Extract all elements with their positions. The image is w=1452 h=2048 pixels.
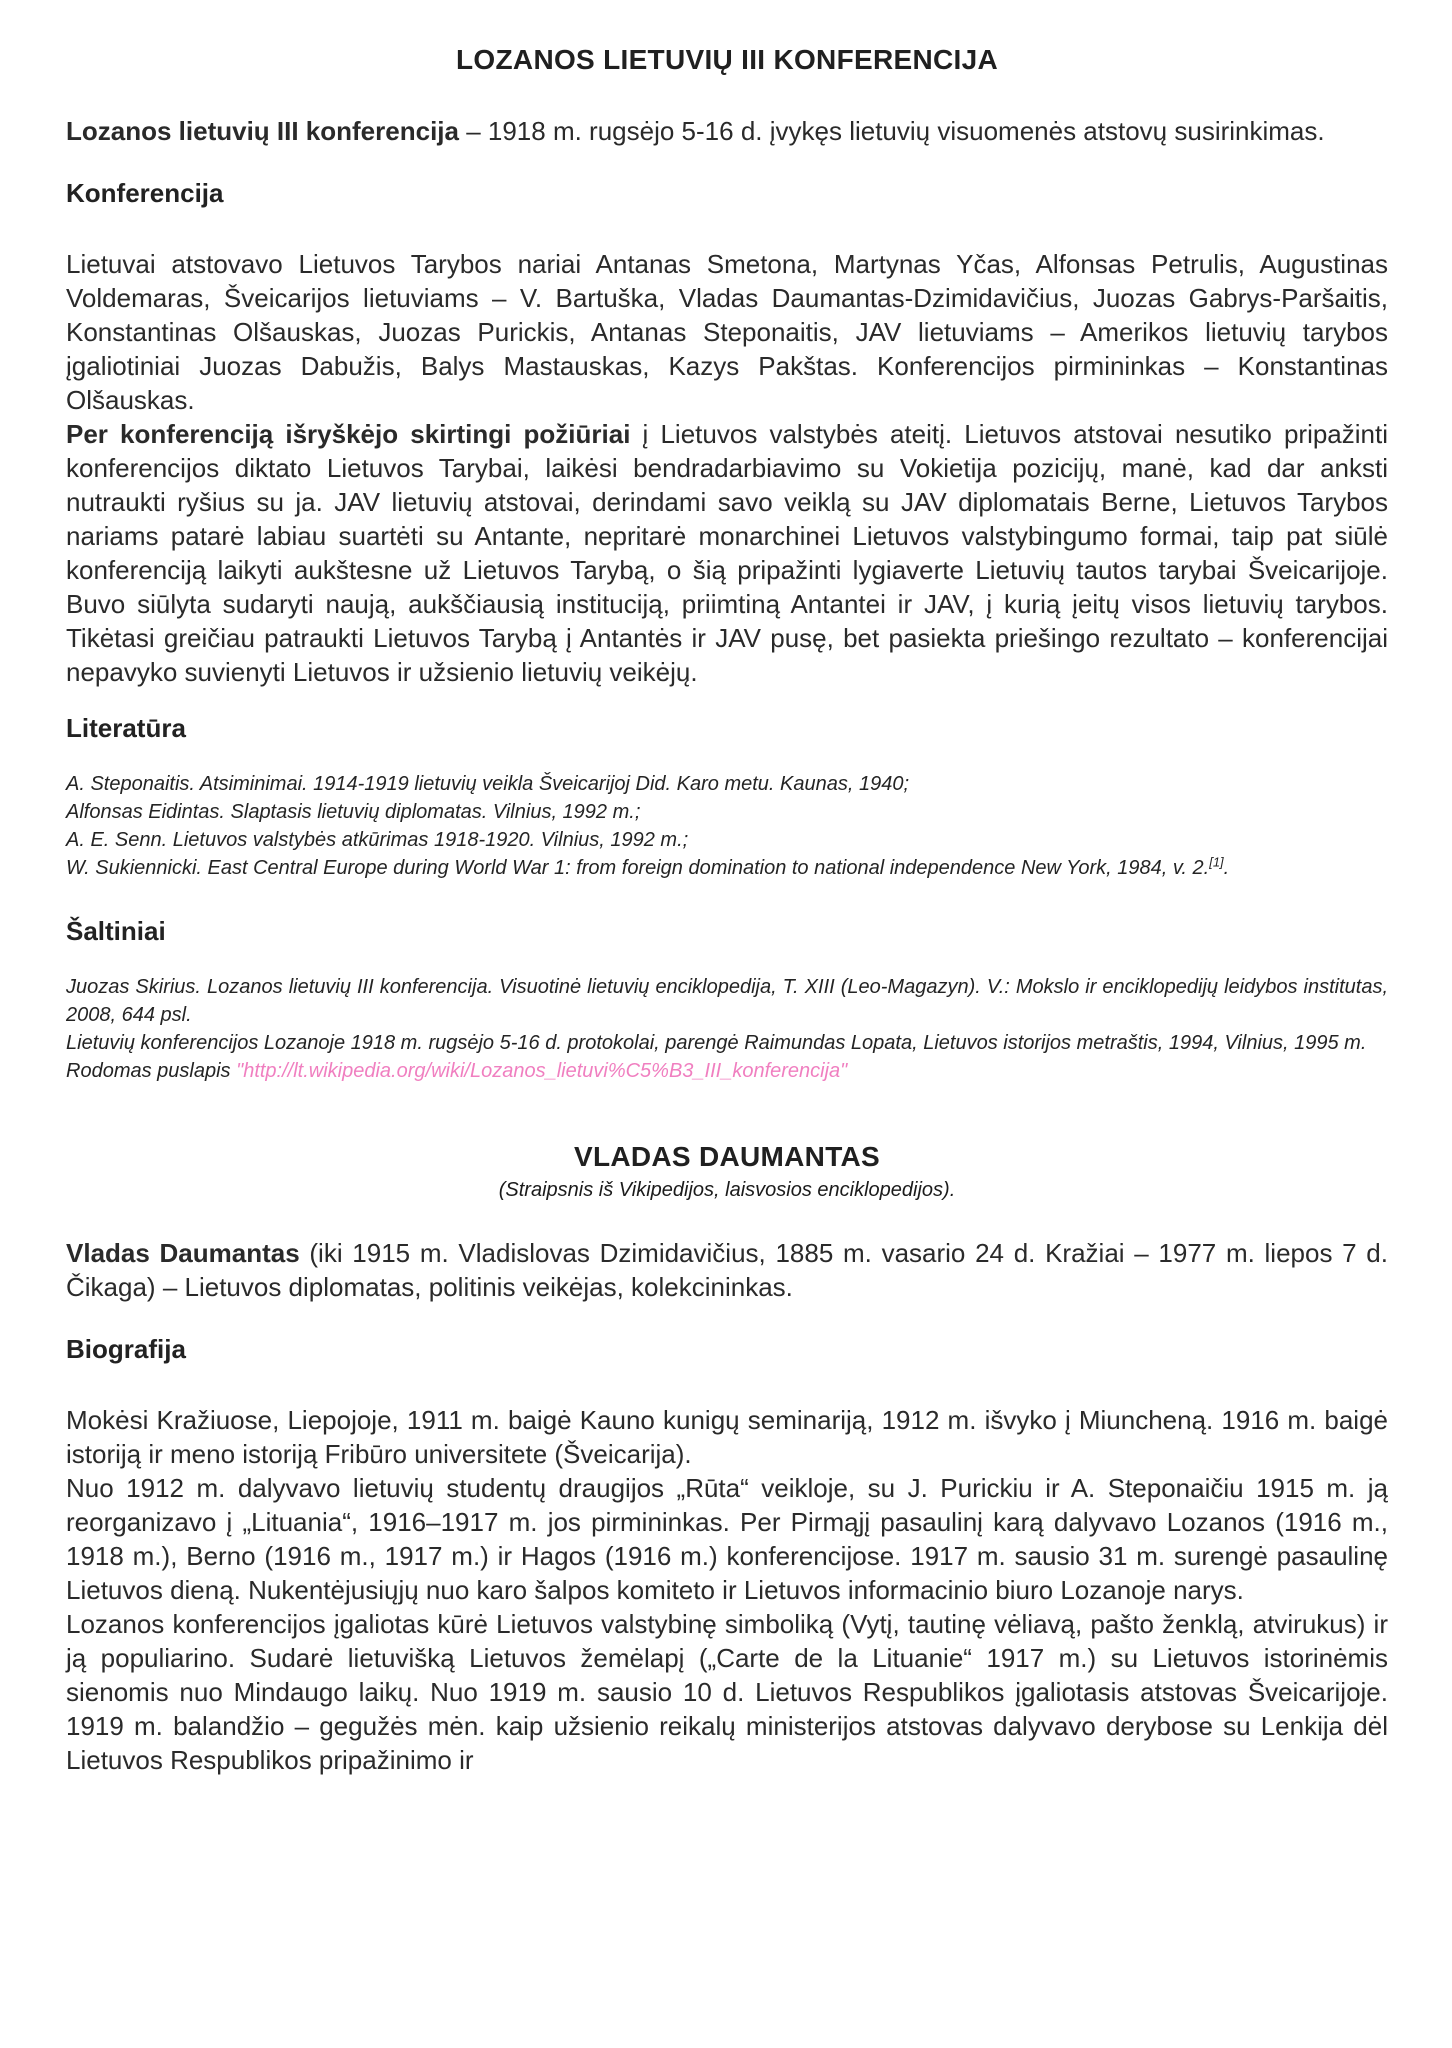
conference-paragraph-1: Lietuvai atstovavo Lietuvos Tarybos nariai Antanas Smetona, Martynas Yčas, Alfonsas Petrulis, Augustinas Voldemaras, Šveicarijos lietuviams – V. Bartuška, Vladas Daumantas-Dzimidavičius, Juozas Gabrys-Paršaitis, Konstantinas Olšauskas, Juozas Purickis, Antanas Steponaitis, JAV lietuviams – Amerikos lietuvių tarybos įgaliotiniai Juozas Dabužis, Balys Mastauskas, Kazys Pakštas. Konferencijos pirmininkas – Konstantinas Olšauskas. xyxy=(66,249,1388,415)
literature-item: A. Steponaitis. Atsiminimai. 1914-1919 lietuvių veikla Šveicarijoj Did. Karo metu. Kaunas, 1940; xyxy=(66,773,910,795)
article-lead-daumantas xyxy=(66,1236,1388,1304)
article-title-daumantas: VLADAS DAUMANTAS xyxy=(573,1141,881,1172)
biography-paragraph-1: Mokėsi Kražiuose, Liepojoje, 1911 m. baigė Kauno kunigų seminariją, 1912 m. išvyko į Miuncheną. 1916 m. baigė istoriją ir meno istoriją Fribūro universitete (Šveicarija). xyxy=(66,1405,1388,1469)
source-item: Juozas Skirius. Lozanos lietuvių III konferencija. Visuotinė lietuvių enciklopedija, T. XIII (Leo-Magazyn). V.: Mokslo ir enciklopedijų leidybos institutas, 2008, 644 psl. xyxy=(66,976,1388,1026)
source-page-link[interactable]: "http://lt.wikipedia.org/wiki/Lozanos_lietuvi%C5%B3_III_konferencija" xyxy=(236,1060,848,1082)
lead-text: (iki 1915 m. Vladislovas Dzimidavičius, 1885 m. vasario 24 d. Kražiai – 1977 m. liepos 7 d. Čikaga) – Lietuvos diplomatas, politinis veikėjas, kolekcininkas. xyxy=(66,1238,1388,1302)
literature-item-text: W. Sukiennicki. East Central Europe during World War 1: from foreign domination to national independence New York, 1984, v. 2. xyxy=(66,857,1210,879)
biography-paragraph-2: Nuo 1912 m. dalyvavo lietuvių studentų draugijos „Rūta“ veikloje, su J. Purickiu ir A. Steponaičiu 1915 m. ją reorganizavo į „Lituania“, 1916–1917 m. jos pirmininkas. Per Pirmąjį pasaulinį karą dalyvavo Lozanos (1916 m., 1918 m.), Berno (1916 m., 1917 m.) ir Hagos (1916 m.) konferencijose. 1917 m. sausio 31 m. surengė pasaulinę Lietuvos dieną. Nukentėjusiųjų nuo karo šalpos komiteto ir Lietuvos informacinio biuro Lozanoje narys. xyxy=(66,1473,1388,1605)
conference-paragraph-2-bold: Per konferenciją išryškėjo skirtingi požiūriai xyxy=(66,419,631,449)
conference-paragraph-2-text: į Lietuvos valstybės ateitį. Lietuvos atstovai nesutiko pripažinti konferencijos diktato Lietuvos Tarybai, laikėsi bendradarbiavimo su Vokietija pozicijų, manė, kad dar anksti nutraukti ryšius su ja. JAV lietuvių atstovai, derindami savo veiklą su JAV diplomatais Berne, Lietuvos Tarybos nariams patarė labiau suartėti su Antante, nepritarė monarchinei Lietuvos valstybingumo formai, taip pat siūlė konferenciją laikyti aukštesne už Lietuvos Tarybą, o šią pripažinti lygiaverte Lietuvių tautos tarybai Šveicarijoje. Buvo siūlyta sudaryti naują, aukščiausią instituciją, priimtiną Antantei ir JAV, į kurią įeitų visos lietuvių tarybos. Tikėtasi greičiau patraukti Lietuvos Tarybą į Antantės ir JAV pusę, bet pasiekta priešingo rezultato – konferencijai nepavyko suvienyti Lietuvos ir užsienio lietuvių veikėjų. xyxy=(66,419,1388,687)
article-title-lozanos: LOZANOS LIETUVIŲ III KONFERENCIJA xyxy=(456,44,998,75)
source-page-line xyxy=(66,1057,1388,1085)
lead-text: – 1918 m. rugsėjo 5-16 d. įvykęs lietuvių visuomenės atstovų susirinkimas. xyxy=(458,116,1325,146)
article-lead-lozanos xyxy=(66,114,1388,148)
footnote-reference[interactable]: [1] xyxy=(1209,854,1224,870)
literature-item-end: . xyxy=(1223,857,1230,879)
biography-paragraph-3: Lozanos konferencijos įgaliotas kūrė Lietuvos valstybinę simboliką (Vytį, tautinę vėliavą, pašto ženklą, atvirukus) ir ją populiarino. Sudarė lietuvišką Lietuvos žemėlapį („Carte de la Lituanie“ 1917 m.) su Lietuvos istorinėmis sienomis nuo Mindaugo laikų. Nuo 1919 m. sausio 10 d. Lietuvos Respublikos įgaliotasis atstovas Šveicarijoje. 1919 m. balandžio – gegužės mėn. kaip užsienio reikalų ministerijos atstovas dalyvavo derybose su Lenkija dėl Lietuvos Respublikos pripažinimo ir xyxy=(66,1609,1388,1775)
section-heading-literatura: Literatūra xyxy=(66,713,186,743)
literature-item: Alfonsas Eidintas. Slaptasis lietuvių diplomatas. Vilnius, 1992 m.; xyxy=(66,801,641,823)
source-item: Lietuvių konferencijos Lozanoje 1918 m. rugsėjo 5-16 d. protokolai, parengė Raimundas Lopata, Lietuvos istorijos metraštis, 1994, Vilnius, 1995 m. xyxy=(66,1032,1367,1054)
section-heading-saltiniai: Šaltiniai xyxy=(66,916,166,946)
lead-term: Vladas Daumantas xyxy=(66,1238,300,1268)
literature-list xyxy=(66,770,1388,882)
literature-item: A. E. Senn. Lietuvos valstybės atkūrimas 1918-1920. Vilnius, 1992 m.; xyxy=(66,829,689,851)
section-heading-biografija: Biografija xyxy=(66,1334,186,1364)
lead-term: Lozanos lietuvių III konferencija xyxy=(66,116,459,146)
section-heading-konferencija: Konferencija xyxy=(66,178,224,208)
conference-paragraph-2 xyxy=(66,417,1388,689)
sources-list xyxy=(66,973,1388,1085)
article-subtitle: (Straipsnis iš Vikipedijos, laisvosios enciklopedijos). xyxy=(498,1179,956,1201)
literature-item xyxy=(66,854,1388,882)
source-page-label: Rodomas puslapis xyxy=(66,1060,237,1082)
